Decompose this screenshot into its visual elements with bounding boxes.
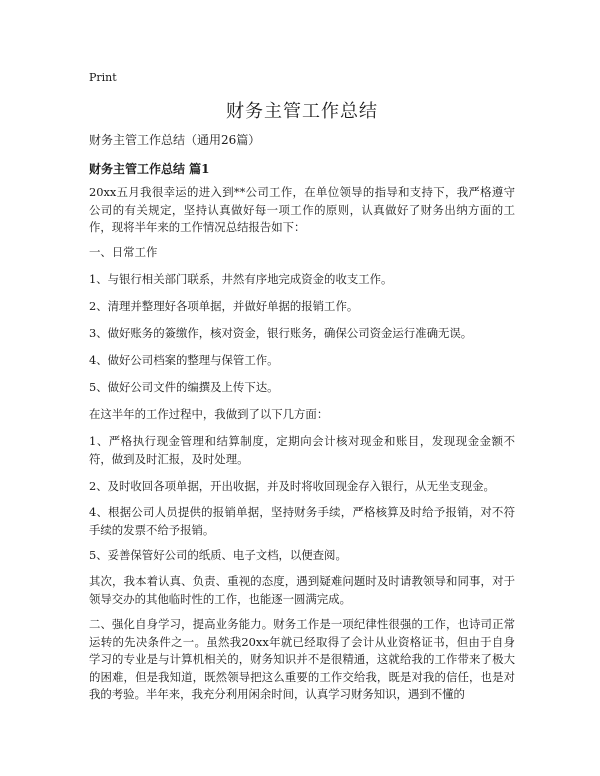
list-item: 1、与银行相关部门联系，井然有序地完成资金的收支工作。: [89, 272, 393, 286]
section-title: 财务主管工作总结 篇1: [89, 162, 210, 176]
list-item: 2、及时收回各项单据，开出收据，并及时将收回现金存入银行，从无坐支现金。: [89, 479, 495, 493]
paragraph-heading: 一、日常工作: [89, 245, 158, 259]
list-item: 4、做好公司档案的整理与保管工作。: [89, 353, 279, 367]
paragraph: 二、强化自身学习，提高业务能力。财务工作是一项纪律性很强的工作，也诗司正常运转的先决条件之一。虽然我20xx年就已经取得了会计从业资格证书，但由于自身学习的专业是与计算机相关的，财务知识并不是很精通，这就给我的工作带来了极大的困难，但是我知道，既然领导把这么重要的工作交给我，既是对我的信任，也是对我的考验。半年来，我充分利用闲余时间，认真学习财务知识，遇到不懂的: [89, 617, 515, 701]
paragraph: 其次，我本着认真、负责、重视的态度，遇到疑难问题时及时请教领导和同事，对于领导交办的其他临时性的工作，也能逐一圆满完成。: [89, 574, 515, 606]
list-item: 4、根据公司人员提供的报销单据，坚持财务手续，严格核算及时给予报销，对不符手续的发票不给予报销。: [89, 505, 515, 537]
paragraph: 在这半年的工作过程中，我做到了以下几方面：: [89, 407, 329, 421]
list-item: 2、清理并整理好各项单据，并做好单据的报销工作。: [89, 299, 359, 313]
paragraph: 20xx五月我很幸运的进入到**公司工作，在单位领导的指导和支持下，我严格遵守公司的有关规定，坚持认真做好每一项工作的原则，认真做好了财务出纳方面的工作，现将半年来的工作情况总结报告如下：: [89, 185, 515, 234]
document-title: 财务主管工作总结: [226, 101, 378, 122]
list-item: 5、妥善保管好公司的纸质、电子文档，以便查阅。: [89, 548, 347, 562]
print-label[interactable]: Print: [89, 71, 117, 84]
list-item: 1、严格执行现金管理和结算制度，定期向会计核对现金和账目，发现现金金额不符，做到及时汇报，及时处理。: [89, 434, 515, 466]
document-subtitle: 财务主管工作总结（通用26篇）: [89, 133, 261, 147]
list-item: 5、做好公司文件的编撰及上传下达。: [89, 380, 279, 394]
list-item: 3、做好账务的簽缴作，核对资金，银行账务，确保公司资金运行准确无误。: [89, 326, 473, 340]
